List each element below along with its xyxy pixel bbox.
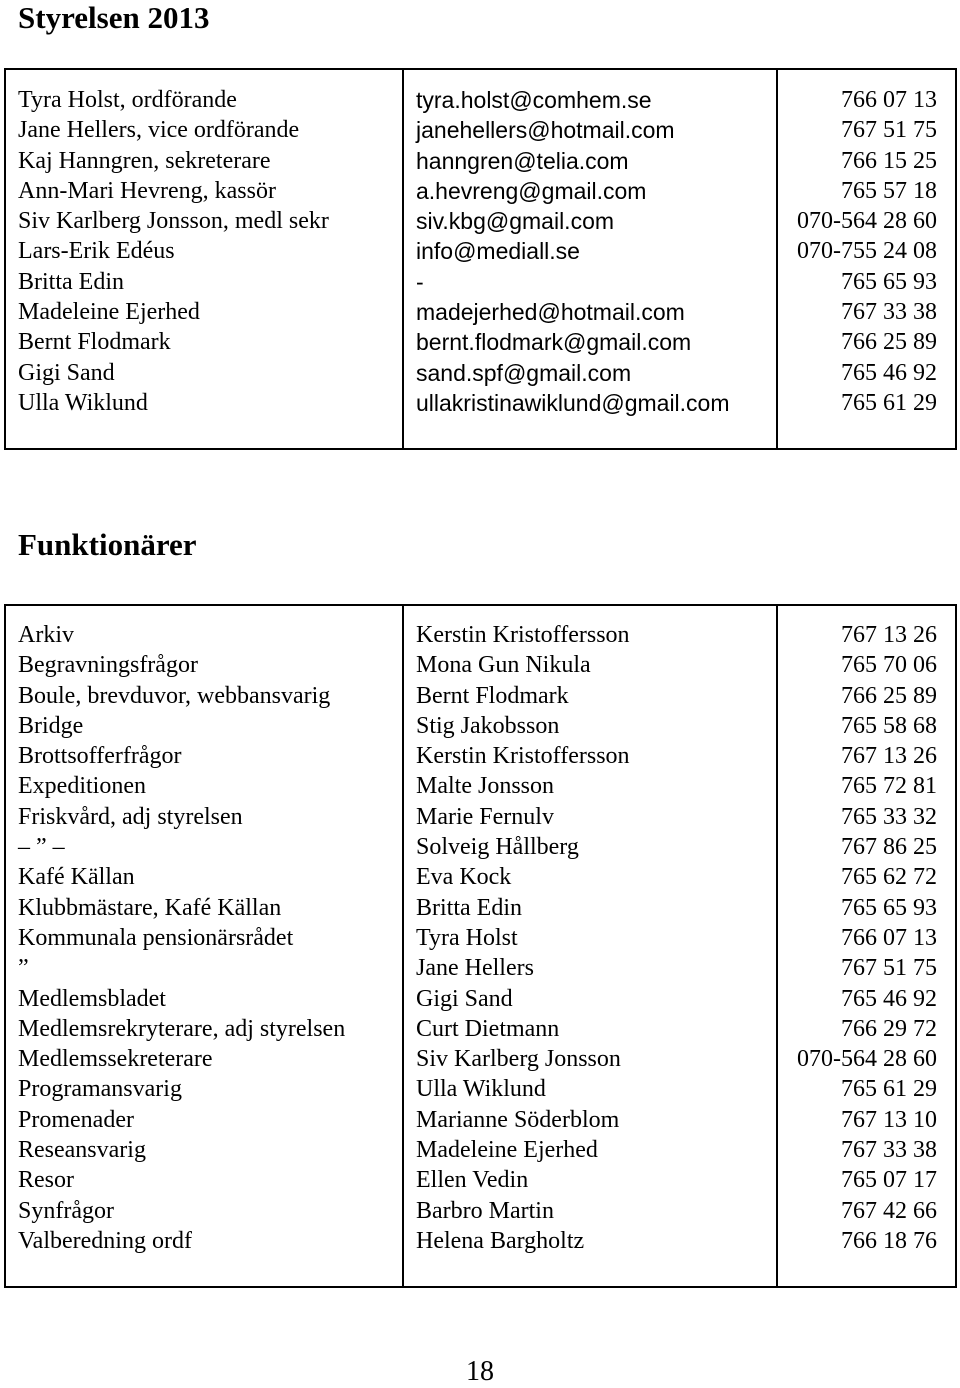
officer-name: Curt Dietmann xyxy=(416,1015,560,1042)
board-member-phone: 766 15 25 xyxy=(841,147,937,174)
officer-name: Ulla Wiklund xyxy=(416,1076,546,1103)
board-names-column xyxy=(6,70,402,448)
officer-role: Bridge xyxy=(18,712,84,739)
board-member-name: Bernt Flodmark xyxy=(18,329,171,356)
officer-name: Jane Hellers xyxy=(416,955,534,982)
officer-role: Programansvarig xyxy=(18,1076,182,1103)
officer-role: Friskvård, adj styrelsen xyxy=(18,803,243,830)
officer-name: Helena Bargholtz xyxy=(416,1227,585,1254)
page-number: 18 xyxy=(466,1356,494,1387)
officer-name: Marianne Söderblom xyxy=(416,1106,620,1133)
officer-name: Marie Fernulv xyxy=(416,803,554,830)
officer-phone: 767 13 26 xyxy=(841,622,937,648)
officer-role: Resor xyxy=(18,1167,74,1194)
board-member-phone: 765 61 29 xyxy=(841,389,937,416)
officer-role: Kommunala pensionärsrådet xyxy=(18,924,294,951)
board-member-email[interactable]: ullakristinawiklund@gmail.com xyxy=(416,389,730,416)
officer-phone: 765 61 29 xyxy=(841,1076,937,1103)
officer-phone: 766 07 13 xyxy=(841,924,937,951)
officer-role: Promenader xyxy=(18,1106,134,1133)
board-member-email[interactable]: info@mediall.se xyxy=(416,238,580,265)
board-member-phone: 765 65 93 xyxy=(841,268,937,295)
board-member-phone: 766 25 89 xyxy=(841,329,937,356)
officer-phone: 767 13 26 xyxy=(841,743,937,770)
board-member-email[interactable]: tyra.holst@comhem.se xyxy=(416,87,652,113)
officer-role: Synfrågor xyxy=(18,1197,114,1224)
officer-phone: 767 13 10 xyxy=(841,1106,937,1133)
officer-name: Barbro Martin xyxy=(416,1197,554,1224)
officer-roles-column xyxy=(6,606,402,1286)
board-member-name: Ann-Mari Hevreng, kassör xyxy=(18,177,276,204)
officer-role: Medlemsrekryterare, adj styrelsen xyxy=(18,1015,346,1042)
board-member-email[interactable]: madejerhed@hotmail.com xyxy=(416,299,685,326)
board-member-name: Britta Edin xyxy=(18,268,124,295)
officer-phone: 766 29 72 xyxy=(841,1015,937,1042)
board-member-name: Gigi Sand xyxy=(18,359,115,386)
officer-role: Medlemsbladet xyxy=(18,985,166,1012)
officer-name: Siv Karlberg Jonsson xyxy=(416,1046,621,1073)
officer-phone: 070-564 28 60 xyxy=(797,1046,937,1073)
officer-names-column xyxy=(402,606,776,1286)
board-member-email[interactable]: a.hevreng@gmail.com xyxy=(416,177,647,204)
board-member-phone: 070-755 24 08 xyxy=(797,238,937,265)
board-member-phone: 070-564 28 60 xyxy=(797,208,937,235)
officer-role: Arkiv xyxy=(18,622,74,648)
officer-phone: 765 33 32 xyxy=(841,803,937,830)
officer-name: Tyra Holst xyxy=(416,924,518,951)
officer-role: Kafé Källan xyxy=(18,864,135,891)
board-member-email[interactable]: hanngren@telia.com xyxy=(416,147,629,174)
officer-phone: 765 46 92 xyxy=(841,985,937,1012)
board-member-phone: 766 07 13 xyxy=(841,87,937,113)
officer-name: Mona Gun Nikula xyxy=(416,652,591,679)
officer-role: Medlemssekreterare xyxy=(18,1046,213,1073)
officer-role: Valberedning ordf xyxy=(18,1227,192,1254)
officers-table xyxy=(4,604,957,1288)
officer-name: Ellen Vedin xyxy=(416,1167,529,1194)
board-emails-column xyxy=(402,70,776,448)
board-table xyxy=(4,68,957,450)
board-member-name: Tyra Holst, ordförande xyxy=(18,87,237,113)
officer-phone: 765 65 93 xyxy=(841,894,937,921)
officer-name: Eva Kock xyxy=(416,864,512,891)
board-member-phone: 767 51 75 xyxy=(841,117,937,144)
board-member-phone: 765 46 92 xyxy=(841,359,937,386)
officer-role: Reseansvarig xyxy=(18,1137,146,1164)
officer-phone: 765 72 81 xyxy=(841,773,937,800)
board-member-phone: 765 57 18 xyxy=(841,177,937,204)
officer-phone: 766 25 89 xyxy=(841,682,937,709)
officer-phone: 767 86 25 xyxy=(841,834,937,861)
officer-role: Klubbmästare, Kafé Källan xyxy=(18,894,282,921)
officer-name: Stig Jakobsson xyxy=(416,712,560,739)
officer-role: Begravningsfrågor xyxy=(18,652,198,679)
board-member-email[interactable]: siv.kbg@gmail.com xyxy=(416,208,615,235)
board-member-email[interactable]: - xyxy=(416,268,424,295)
officer-role: ” xyxy=(18,955,29,982)
officer-name: Madeleine Ejerhed xyxy=(416,1137,598,1164)
officer-name: Britta Edin xyxy=(416,894,522,921)
officer-phone: 767 33 38 xyxy=(841,1137,937,1164)
officer-name: Solveig Hållberg xyxy=(416,834,579,861)
board-member-name: Siv Karlberg Jonsson, medl sekr xyxy=(18,208,329,235)
officer-name: Gigi Sand xyxy=(416,985,513,1012)
officer-phone: 766 18 76 xyxy=(841,1227,937,1254)
officer-name: Bernt Flodmark xyxy=(416,682,569,709)
board-member-phone: 767 33 38 xyxy=(841,299,937,326)
board-title: Styrelsen 2013 xyxy=(18,0,210,35)
board-member-name: Madeleine Ejerhed xyxy=(18,299,200,326)
board-phones-column xyxy=(776,70,955,448)
officer-phone: 765 07 17 xyxy=(841,1167,937,1194)
officer-phone: 767 51 75 xyxy=(841,955,937,982)
officer-phone: 765 62 72 xyxy=(841,864,937,891)
officer-role: Boule, brevduvor, webbansvarig xyxy=(18,682,331,709)
officer-role: Expeditionen xyxy=(18,773,146,800)
officer-name: Kerstin Kristoffersson xyxy=(416,622,630,648)
officer-phone: 765 70 06 xyxy=(841,652,937,679)
officer-phone: 767 42 66 xyxy=(841,1197,937,1224)
board-member-name: Ulla Wiklund xyxy=(18,389,148,416)
officer-role: – ” – xyxy=(18,834,65,861)
board-member-name: Jane Hellers, vice ordförande xyxy=(18,117,300,144)
officer-name: Malte Jonsson xyxy=(416,773,554,800)
board-member-email[interactable]: bernt.flodmark@gmail.com xyxy=(416,329,692,356)
board-member-email[interactable]: janehellers@hotmail.com xyxy=(416,117,675,144)
board-member-name: Kaj Hanngren, sekreterare xyxy=(18,147,271,174)
board-member-name: Lars-Erik Edéus xyxy=(18,238,175,265)
board-member-email[interactable]: sand.spf@gmail.com xyxy=(416,359,632,386)
officers-title: Funktionärer xyxy=(18,527,197,562)
officer-phones-column xyxy=(776,606,955,1286)
officer-role: Brottsofferfrågor xyxy=(18,743,182,770)
officer-name: Kerstin Kristoffersson xyxy=(416,743,630,770)
officer-phone: 765 58 68 xyxy=(841,712,937,739)
